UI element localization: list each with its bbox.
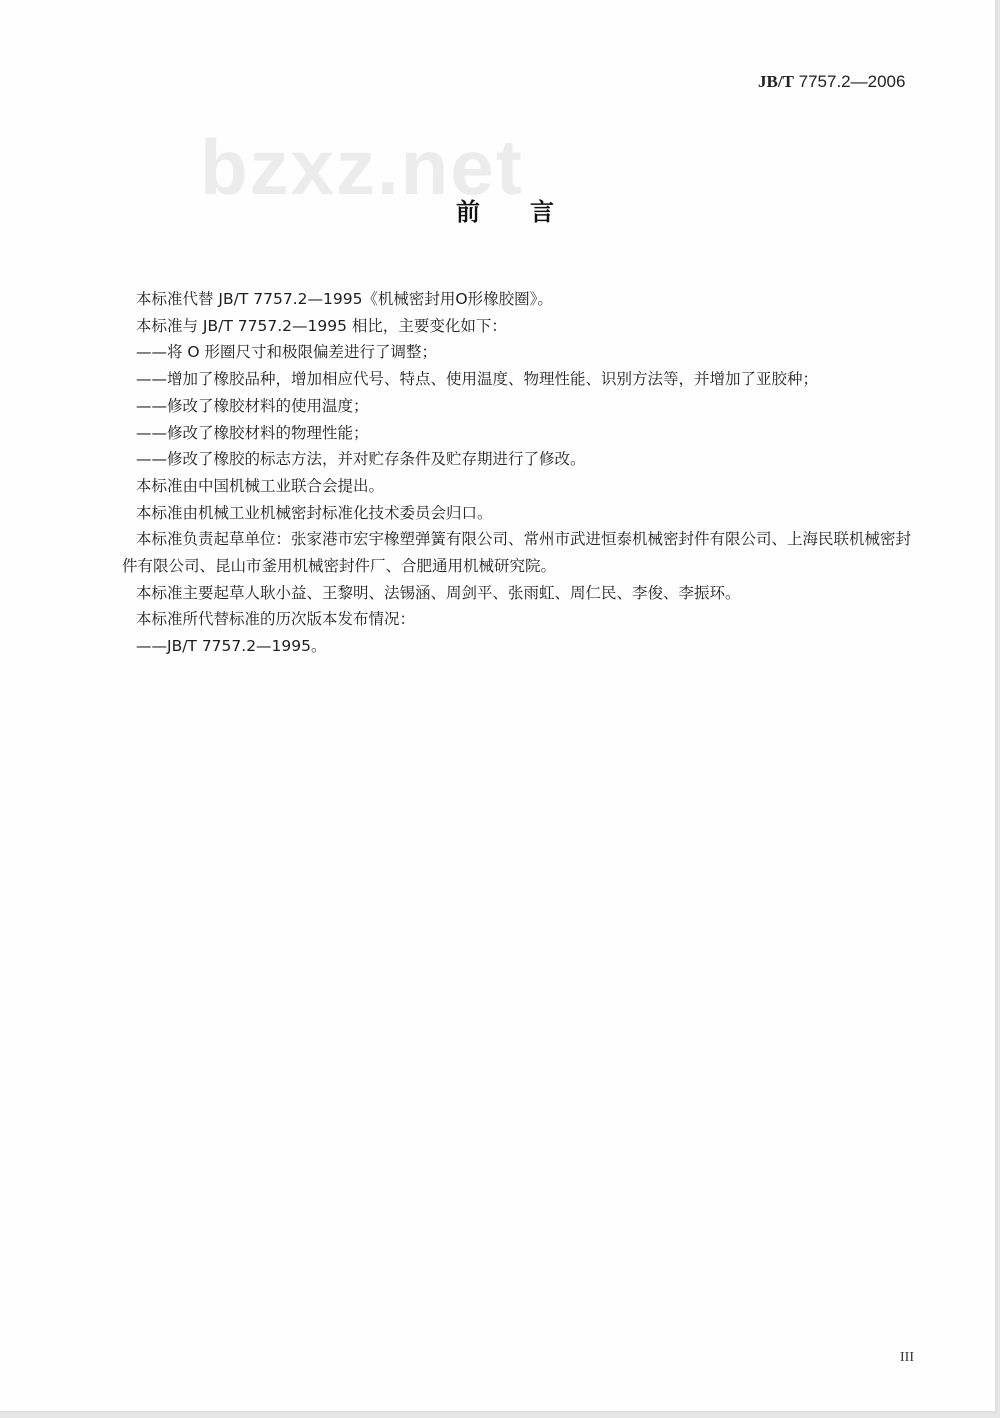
paragraph-drafters: 本标准主要起草人耿小益、王黎明、法锡涵、周剑平、张雨虹、周仁民、李俊、李振环。: [136, 583, 741, 602]
paragraph-drafting-units: 本标准负责起草单位：张家港市宏宇橡塑弹簧有限公司、常州市武进恒泰机械密封件有限公司、上海民联机械密封件有限公司、昆山市釜用机械密封件厂、合肥通用机械研究院。: [122, 530, 912, 576]
change-item: ——增加了橡胶品种，增加相应代号、特点、使用温度、物理性能、识别方法等，并增加了亚胶种；: [136, 370, 819, 389]
change-item: ——将 O 形圈尺寸和极限偏差进行了调整；: [136, 343, 438, 362]
paragraph-centralized-by: 本标准由机械工业机械密封标准化技术委员会归口。: [136, 503, 493, 522]
paragraph-proposed-by: 本标准由中国机械工业联合会提出。: [136, 476, 385, 495]
change-item: ——修改了橡胶材料的物理性能；: [136, 423, 369, 442]
standard-code-prefix: JB/T: [758, 72, 794, 91]
change-item: ——修改了橡胶的标志方法，并对贮存条件及贮存期进行了修改。: [136, 450, 586, 469]
foreword-body: [122, 286, 922, 660]
history-item: ——JB/T 7757.2—1995。: [136, 637, 327, 656]
paragraph-changes-intro: 本标准与 JB/T 7757.2—1995 相比，主要变化如下：: [136, 316, 507, 335]
paragraph-history-intro: 本标准所代替标准的历次版本发布情况：: [136, 610, 416, 629]
watermark: bzxz.net: [200, 123, 524, 211]
page-title: 前言: [456, 198, 604, 226]
change-item: ——修改了橡胶材料的使用温度；: [136, 396, 369, 415]
standard-code-number: 7757.2—2006: [793, 72, 906, 91]
standard-code: [758, 72, 905, 92]
paragraph-replaces: 本标准代替 JB/T 7757.2—1995《机械密封用O形橡胶圈》。: [136, 290, 553, 308]
page-number: III: [900, 1350, 914, 1365]
